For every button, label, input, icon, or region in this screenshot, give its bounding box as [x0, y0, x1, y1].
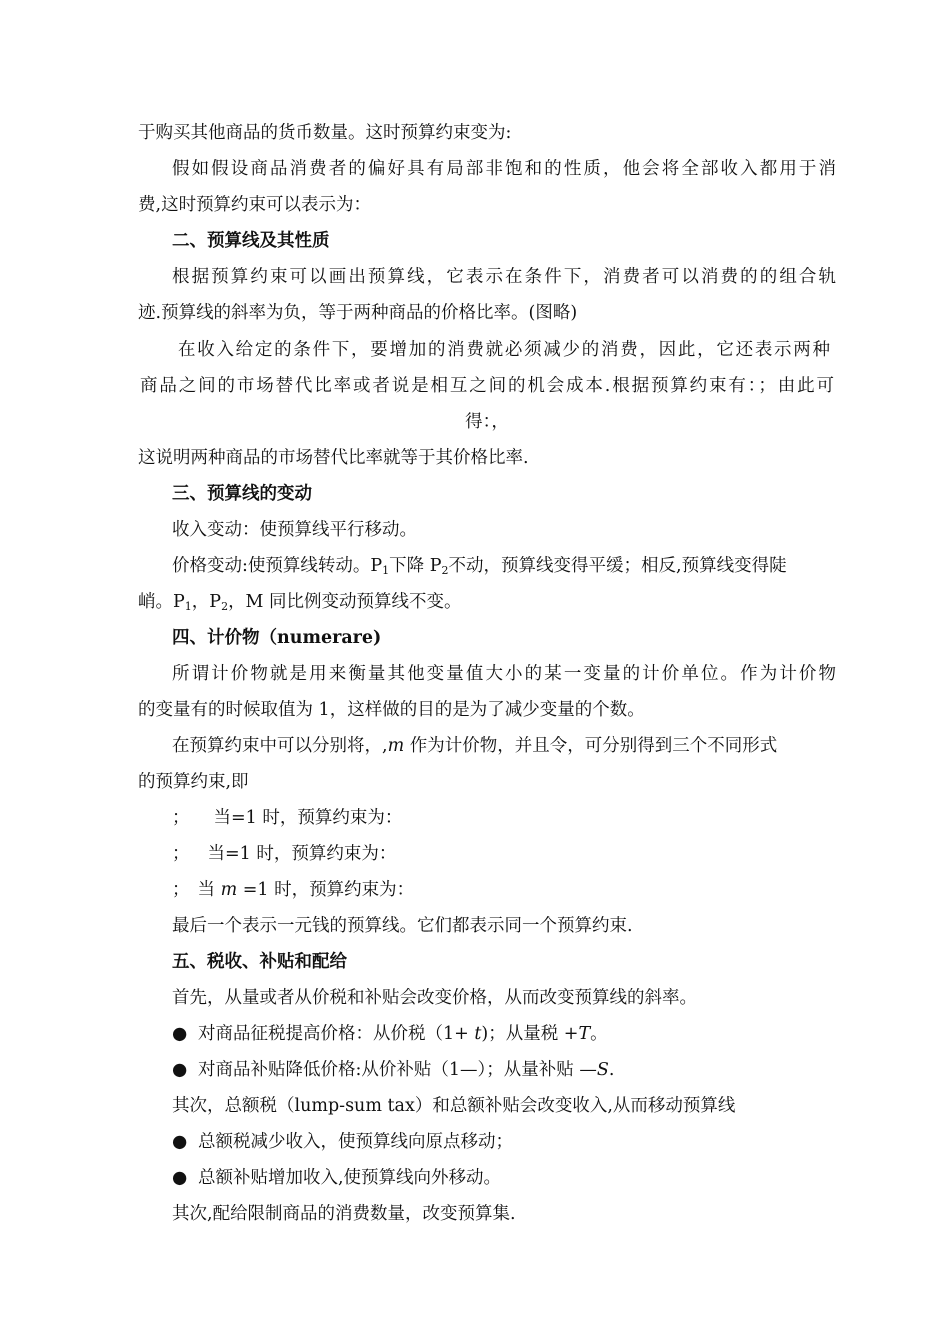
text-line: 所谓计价物就是用来衡量其他变量值大小的某一变量的计价单位。作为计价物 [172, 664, 836, 684]
bullet-item: ● 对商品征税提高价格：从价税（1+ t)；从量税 +T。 [172, 1024, 608, 1044]
text-line: 在收入给定的条件下，要增加的消费就必须减少的消费，因此，它还表示两种 [178, 340, 830, 360]
bullet-icon: ● [172, 1132, 188, 1152]
text-line: 的变量有的时候取值为 1，这样做的目的是为了减少变量的个数。 [138, 700, 645, 720]
text-line: 商品之间的市场替代比率或者说是相互之间的机会成本.根据预算约束有：；由此可 [140, 376, 834, 396]
text-line: ； 当 m =1 时，预算约束为： [172, 880, 415, 900]
text-line: ； 当=1 时，预算约束为： [172, 844, 397, 864]
text-line: 最后一个表示一元钱的预算线。它们都表示同一个预算约束. [172, 916, 633, 936]
bullet-item: ● 总额补贴增加收入,使预算线向外移动。 [172, 1168, 502, 1188]
text-line: 于购买其他商品的货币数量。这时预算约束变为: [138, 123, 512, 143]
text-line: 峭。$P_1$，$P_2$，M 同比例变动预算线不变。 [138, 592, 462, 613]
section-heading: 五、税收、补贴和配给 [172, 952, 347, 972]
section-heading: 二、预算线及其性质 [172, 231, 330, 251]
text-line: 迹.预算线的斜率为负，等于两种商品的价格比率。(图略) [138, 303, 578, 323]
text-line: 其次,配给限制商品的消费数量，改变预算集. [172, 1204, 516, 1224]
section-heading: 四、计价物（numerare) [172, 628, 382, 648]
text-line: 假如假设商品消费者的偏好具有局部非饱和的性质，他会将全部收入都用于消 [172, 159, 836, 179]
text-line: 价格变动:使预算线转动。$P_1$下降 $P_2$不动，预算线变得平缓；相反,预算线变得陡 [172, 556, 787, 577]
section-heading: 三、预算线的变动 [172, 484, 312, 504]
text-line: 这说明两种商品的市场替代比率就等于其价格比率. [138, 448, 529, 468]
bullet-item: ● 总额税减少收入，使预算线向原点移动； [172, 1132, 513, 1152]
bullet-item: ● 对商品补贴降低价格:从价补贴（1—）；从量补贴 —S. [172, 1060, 615, 1080]
bullet-icon: ● [172, 1168, 188, 1188]
text-line: 的预算约束,即 [138, 772, 249, 792]
text-line: 首先，从量或者从价税和补贴会改变价格，从而改变预算线的斜率。 [172, 988, 697, 1008]
bullet-icon: ● [172, 1024, 188, 1044]
text-line: 在预算约束中可以分别将，,m 作为计价物，并且令，可分别得到三个不同形式 [172, 736, 778, 756]
text-line: 得：， [465, 412, 509, 432]
text-line: 其次，总额税（lump-sum tax）和总额补贴会改变收入,从而移动预算线 [172, 1096, 736, 1116]
text-line: 费,这时预算约束可以表示为： [138, 195, 372, 215]
text-line: 收入变动：使预算线平行移动。 [172, 520, 417, 540]
bullet-icon: ● [172, 1060, 188, 1080]
text-line: 根据预算约束可以画出预算线，它表示在条件下，消费者可以消费的的组合轨 [172, 267, 836, 287]
text-line: ； 当=1 时，预算约束为： [172, 808, 403, 828]
